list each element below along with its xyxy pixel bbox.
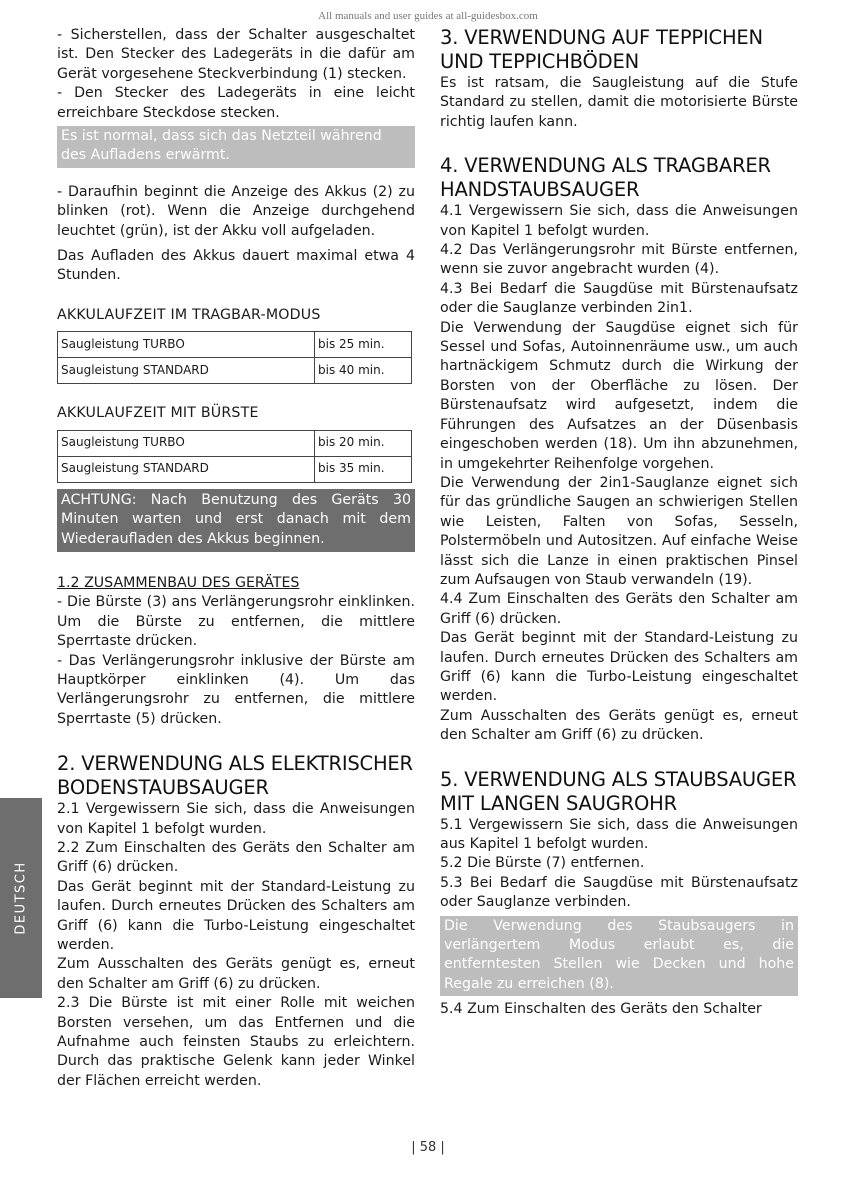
paragraph: Das Aufladen des Akkus dauert maximal etwa 4 Stunden. (57, 248, 415, 284)
table-row (58, 358, 412, 384)
language-tab (0, 798, 42, 998)
paragraph: 4.4 Zum Einschalten des Geräts den Schalter am Griff (6) drücken. (440, 591, 798, 627)
paragraph: Die Verwendung der Saugdüse eignet sich für Sessel und Sofas, Autoinnenräume usw., um auch hartnäckigem Schmutz durch die Wirkung der Borsten von der Oberfläche zu lösen. Der Bürstenaufsatz wird aufgesetzt, indem die Führungen des Aufsatzes an der Düsenbasis eingeschoben werden (18). Um ihn abzunehmen, in umgekehrter Reihenfolge vorgehen. (440, 319, 798, 472)
section-heading: 3. VERWENDUNG AUF TEPPICHEN UND TEPPICHBÖDEN (440, 26, 763, 73)
paragraph: Zum Ausschalten des Geräts genügt es, erneut den Schalter am Griff (6) zu drücken. (57, 956, 415, 992)
paragraph: - Die Bürste (3) ans Verlängerungsrohr einklinken. Um die Bürste zu entfernen, die mittlere Sperrtaste drücken. (57, 594, 415, 650)
paragraph: - Daraufhin beginnt die Anzeige des Akkus (2) zu blinken (rot). Wenn die Anzeige durchgehend leuchtet (grün), ist der Akku voll aufgeladen. (57, 183, 415, 239)
table-cell: Saugleistung STANDARD (58, 358, 315, 384)
runtime-table-portable (57, 331, 412, 384)
paragraph: Das Gerät beginnt mit der Standard-Leistung zu laufen. Durch erneutes Drücken des Schalters am Griff (6) kann die Turbo-Leistung eingeschaltet werden. (57, 878, 415, 953)
table-title: AKKULAUFZEIT MIT BÜRSTE (57, 405, 259, 422)
paragraph: 5.4 Zum Einschalten des Geräts den Schalter (440, 1001, 762, 1018)
paragraph: 4.1 Vergewissern Sie sich, dass die Anweisungen von Kapitel 1 befolgt wurden. (440, 203, 798, 239)
page-number: | 58 | (411, 1140, 445, 1155)
paragraph: - Das Verlängerungsrohr inklusive der Bürste am Hauptkörper einklinken (4). Um das Verlängerungsrohr zu entfernen, die mittlere Sperrtaste (5) drücken. (57, 652, 415, 727)
paragraph: Zum Ausschalten des Geräts genügt es, erneut den Schalter am Griff (6) zu drücken. (440, 707, 798, 744)
table-cell: bis 35 min. (315, 456, 412, 482)
table-cell: bis 25 min. (315, 332, 412, 358)
paragraph: 2.2 Zum Einschalten des Geräts den Schalter am Griff (6) drücken. (57, 839, 415, 876)
info-note: Es ist normal, dass sich das Netzteil während des Aufladens erwärmt. (57, 126, 415, 168)
paragraph: 2.1 Vergewissern Sie sich, dass die Anweisungen von Kapitel 1 befolgt wurden. (57, 801, 415, 837)
section-heading: 5. VERWENDUNG ALS STAUBSAUGER MIT LANGEN SAUGROHR (440, 767, 797, 815)
info-note: Die Verwendung des Staubsaugers in verlängertem Modus erlaubt es, die entferntesten Stellen wie Decken und hohe Regale zu erreichen (8). (440, 916, 798, 997)
table-row (58, 456, 412, 482)
table-cell: Saugleistung TURBO (58, 332, 315, 358)
paragraph: 5.1 Vergewissern Sie sich, dass die Anweisungen aus Kapitel 1 befolgt wurden. (440, 816, 798, 852)
section-heading: 4. VERWENDUNG ALS TRAGBARER HANDSTAUBSAUGER (440, 154, 771, 202)
paragraph: 4.3 Bei Bedarf die Saugdüse mit Bürstenaufsatz oder die Sauglanze verbinden 2in1. (440, 280, 798, 317)
paragraph: - Den Stecker des Ladegeräts in eine leicht erreichbare Steckdose stecken. (57, 85, 415, 121)
right-column (440, 26, 798, 1020)
section-heading: 2. VERWENDUNG ALS ELEKTRISCHER BODENSTAUBSAUGER (57, 752, 413, 800)
table-cell: bis 40 min. (315, 358, 412, 384)
table-cell: Saugleistung TURBO (58, 430, 315, 456)
paragraph: 5.2 Die Bürste (7) entfernen. (440, 855, 645, 872)
table-row (58, 332, 412, 358)
table-cell: Saugleistung STANDARD (58, 456, 315, 482)
watermark: All manuals and user guides at all-guidesbox.com (318, 10, 538, 22)
runtime-table-brush (57, 430, 412, 483)
section-subheading: 1.2 ZUSAMMENBAU DES GERÄTES (57, 574, 300, 591)
table-row (58, 430, 412, 456)
warning-note: ACHTUNG: Nach Benutzung des Geräts 30 Minuten warten und erst danach mit dem Wiederaufladen des Akkus beginnen. (57, 489, 415, 552)
paragraph: 4.2 Das Verlängerungsrohr mit Bürste entfernen, wenn sie zuvor angebracht wurden (4). (440, 242, 798, 278)
paragraph: - Sicherstellen, dass der Schalter ausgeschaltet ist. Den Stecker des Ladegeräts in die dafür am Gerät vorgesehene Steckverbindung (1) stecken. (57, 27, 415, 82)
language-tab-label: DEUTSCH (13, 861, 29, 935)
paragraph: 5.3 Bei Bedarf die Saugdüse mit Bürstenaufsatz oder Sauglanze verbinden. (440, 874, 798, 911)
paragraph: Das Gerät beginnt mit der Standard-Leistung zu laufen. Durch erneutes Drücken des Schalters am Griff (6) kann die Turbo-Leistung eingeschaltet werden. (440, 630, 798, 705)
left-column (57, 26, 415, 1091)
table-cell: bis 20 min. (315, 430, 412, 456)
paragraph: 2.3 Die Bürste ist mit einer Rolle mit weichen Borsten versehen, um das Entfernen und die Aufnahme auch feinsten Staubs zu erleichtern. Durch das praktische Gelenk kann jeder Winkel der Flächen erreicht werden. (57, 995, 415, 1089)
table-title: AKKULAUFZEIT IM TRAGBAR-MODUS (57, 306, 321, 323)
paragraph: Die Verwendung der 2in1-Sauglanze eignet sich für das gründliche Saugen an schwierigen Stellen wie Leisten, Falten von Sofas, Sesseln, Polstermöbeln und Autositzen. Auf einfache Weise lässt sich die Lanze in einen praktischen Pinsel zum Aufsaugen von Staub verwandeln (19). (440, 474, 798, 588)
paragraph: Es ist ratsam, die Saugleistung auf die Stufe Standard zu stellen, damit die motorisierte Bürste richtig laufen kann. (440, 75, 798, 130)
